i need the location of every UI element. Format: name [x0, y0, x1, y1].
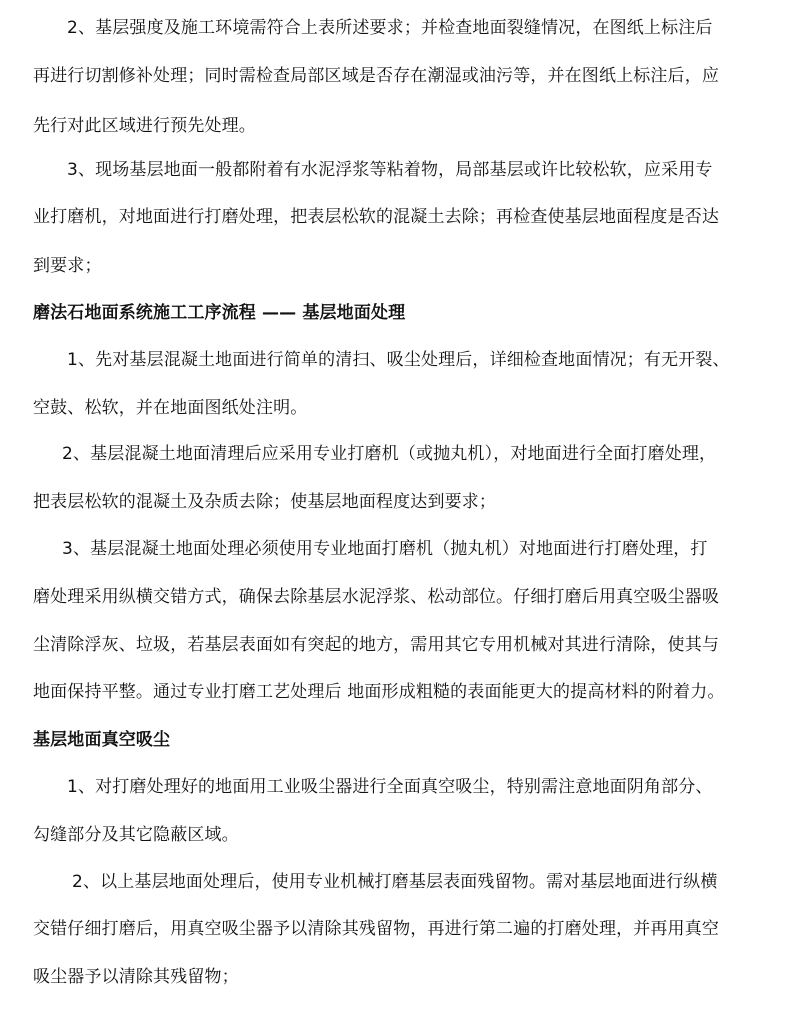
paragraph-line: 再进行切割修补处理；同时需检查局部区域是否存在潮湿或油污等，并在图纸上标注后，应: [33, 66, 719, 86]
paragraph-line: 勾缝部分及其它隐蔽区域。: [33, 825, 239, 845]
paragraph-line: 先行对此区域进行预先处理。: [33, 116, 256, 136]
paragraph-line: 磨处理采用纵横交错方式，确保去除基层水泥浮浆、松动部位。仔细打磨后用真空吸尘器吸: [33, 587, 719, 607]
paragraph-line: 把表层松软的混凝土及杂质去除；使基层地面程度达到要求；: [33, 492, 497, 512]
paragraph-line: 业打磨机，对地面进行打磨处理，把表层松软的混凝土去除；再检查使基层地面程度是否达: [33, 207, 719, 227]
paragraph-line: 2、以上基层地面处理后，使用专业机械打磨基层表面残留物。需对基层地面进行纵横: [72, 872, 718, 892]
paragraph-line: 尘清除浮灰、垃圾，若基层表面如有突起的地方，需用其它专用机械对其进行清除，使其与: [33, 635, 719, 655]
paragraph-line: 2、基层混凝土地面清理后应采用专业打磨机（或抛丸机），对地面进行全面打磨处理，: [62, 444, 717, 464]
section-heading: 磨法石地面系统施工工序流程 —— 基层地面处理: [33, 303, 406, 323]
paragraph-line: 1、先对基层混凝土地面进行简单的清扫、吸尘处理后，详细检查地面情况；有无开裂、: [67, 350, 730, 370]
paragraph-line: 3、现场基层地面一般都附着有水泥浮浆等粘着物，局部基层或许比较松软，应采用专: [67, 160, 713, 180]
paragraph-line: 3、基层混凝土地面处理必须使用专业地面打磨机（抛丸机）对地面进行打磨处理，打: [62, 539, 708, 559]
paragraph-line: 交错仔细打磨后，用真空吸尘器予以清除其残留物，再进行第二遍的打磨处理，并再用真空: [33, 919, 719, 939]
paragraph-line: 2、基层强度及施工环境需符合上表所述要求；并检查地面裂缝情况，在图纸上标注后: [67, 18, 713, 38]
section-heading: 基层地面真空吸尘: [33, 730, 171, 750]
paragraph-line: 1、对打磨处理好的地面用工业吸尘器进行全面真空吸尘，特别需注意地面阴角部分、: [67, 777, 713, 797]
paragraph-line: 空鼓、松软，并在地面图纸处注明。: [33, 398, 308, 418]
paragraph-line: 到要求；: [33, 256, 102, 276]
paragraph-line: 地面保持平整。通过专业打磨工艺处理后 地面形成粗糙的表面能更大的提高材料的附着力。: [33, 682, 725, 702]
paragraph-line: 吸尘器予以清除其残留物；: [33, 967, 239, 987]
